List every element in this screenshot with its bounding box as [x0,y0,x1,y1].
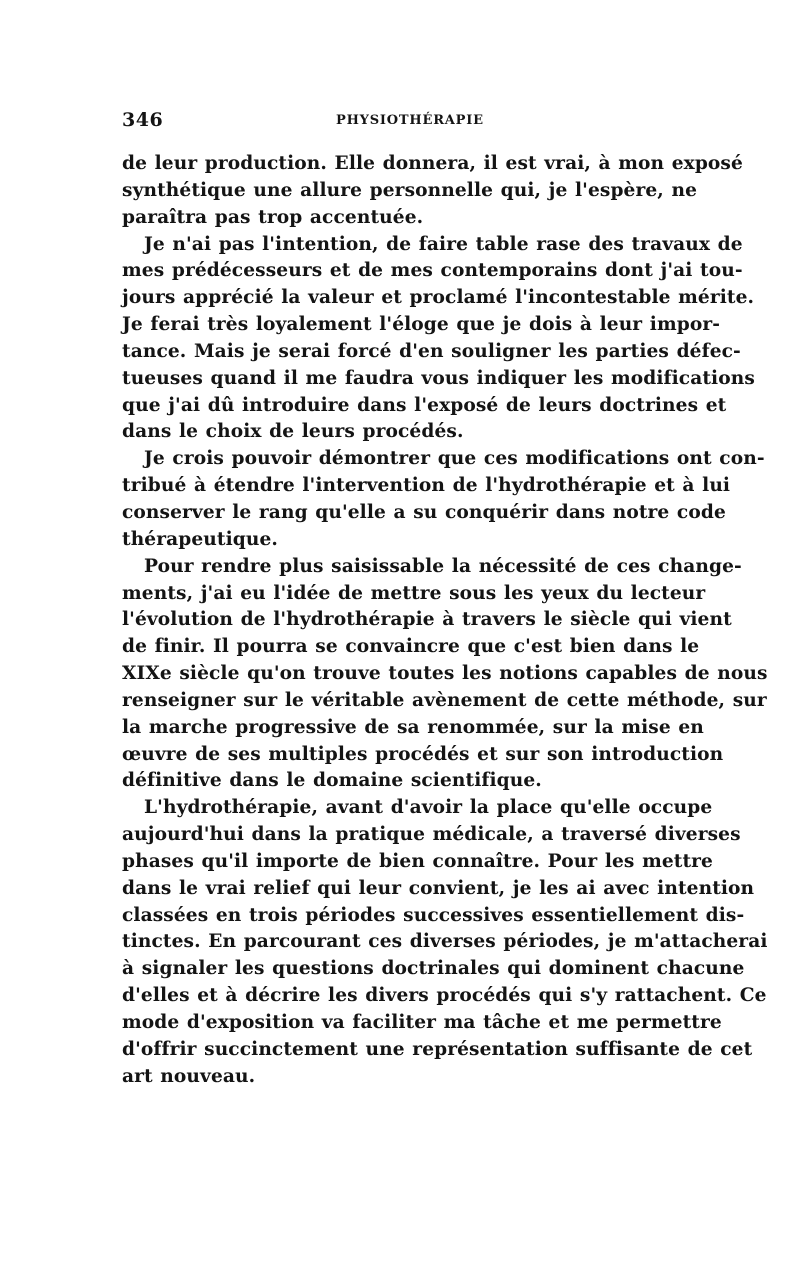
text-line: classées en trois périodes successives essentiellement dis- [122,904,745,926]
text-line: d'elles et à décrire les divers procédés qui s'y rattachent. Ce [122,985,767,1007]
text-line: dans le choix de leurs procédés. [122,421,464,443]
text-line: thérapeutique. [122,528,279,550]
text-line: la marche progressive de sa renommée, sur la mise en [122,716,704,738]
running-title: PHYSIOTHÉRAPIE [336,113,484,128]
text-line: renseigner sur le véritable avènement de cette méthode, sur [122,689,767,711]
text-line: tinctes. En parcourant ces diverses périodes, je m'attacherai [122,931,768,953]
text-line: dans le vrai relief qui leur convient, je les ai avec intention [122,877,755,899]
text-line: Je n'ai pas l'intention, de faire table rase des travaux de [144,233,743,255]
text-line: que j'ai dû introduire dans l'exposé de leurs doctrines et [122,394,727,416]
text-line: phases qu'il importe de bien connaître. Pour les mettre [122,850,713,872]
text-line: de finir. Il pourra se convaincre que c'est bien dans le [122,636,700,658]
text-line: mes prédécesseurs et de mes contemporains dont j'ai tou- [122,260,743,282]
body-text [122,151,768,1091]
text-line: conserver le rang qu'elle a su conquérir dans notre code [122,501,726,523]
text-line: jours apprécié la valeur et proclamé l'incontestable mérite. [122,287,755,309]
text-line: synthétique une allure personnelle qui, je l'espère, ne [122,179,697,201]
page-number: 346 [122,109,164,131]
text-line: définitive dans le domaine scientifique. [122,770,542,792]
text-line: ments, j'ai eu l'idée de mettre sous les yeux du lecteur [122,582,706,604]
text-line: de leur production. Elle donnera, il est vrai, à mon exposé [122,153,743,174]
text-line: paraîtra pas trop accentuée. [122,206,424,228]
text-line: Pour rendre plus saisissable la nécessité de ces change- [144,555,742,577]
text-line: art nouveau. [122,1065,256,1087]
text-line: L'hydrothérapie, avant d'avoir la place qu'elle occupe [144,797,713,819]
text-line: tueuses quand il me faudra vous indiquer les modifications [122,367,755,389]
text-line: mode d'exposition va faciliter ma tâche et me permettre [122,1012,722,1033]
page-header [122,109,682,141]
text-line: l'évolution de l'hydrothérapie à travers le siècle qui vient [122,609,732,631]
text-line: tribué à étendre l'intervention de l'hydrothérapie et à lui [122,475,731,497]
text-line: d'offrir succinctement une représentation suffisante de cet [122,1038,753,1060]
text-line: tance. Mais je serai forcé d'en souligner les parties défec- [122,340,741,362]
text-line: Je crois pouvoir démontrer que ces modifications ont con- [144,448,765,470]
text-line: Je ferai très loyalement l'éloge que je dois à leur impor- [122,314,721,336]
text-line: à signaler les questions doctrinales qui dominent chacune [122,958,745,980]
text-line: œuvre de ses multiples procédés et sur son introduction [122,743,724,765]
text-line: aujourd'hui dans la pratique médicale, a traversé diverses [122,824,741,846]
text-line: XIXe siècle qu'on trouve toutes les notions capables de nous [122,663,768,685]
